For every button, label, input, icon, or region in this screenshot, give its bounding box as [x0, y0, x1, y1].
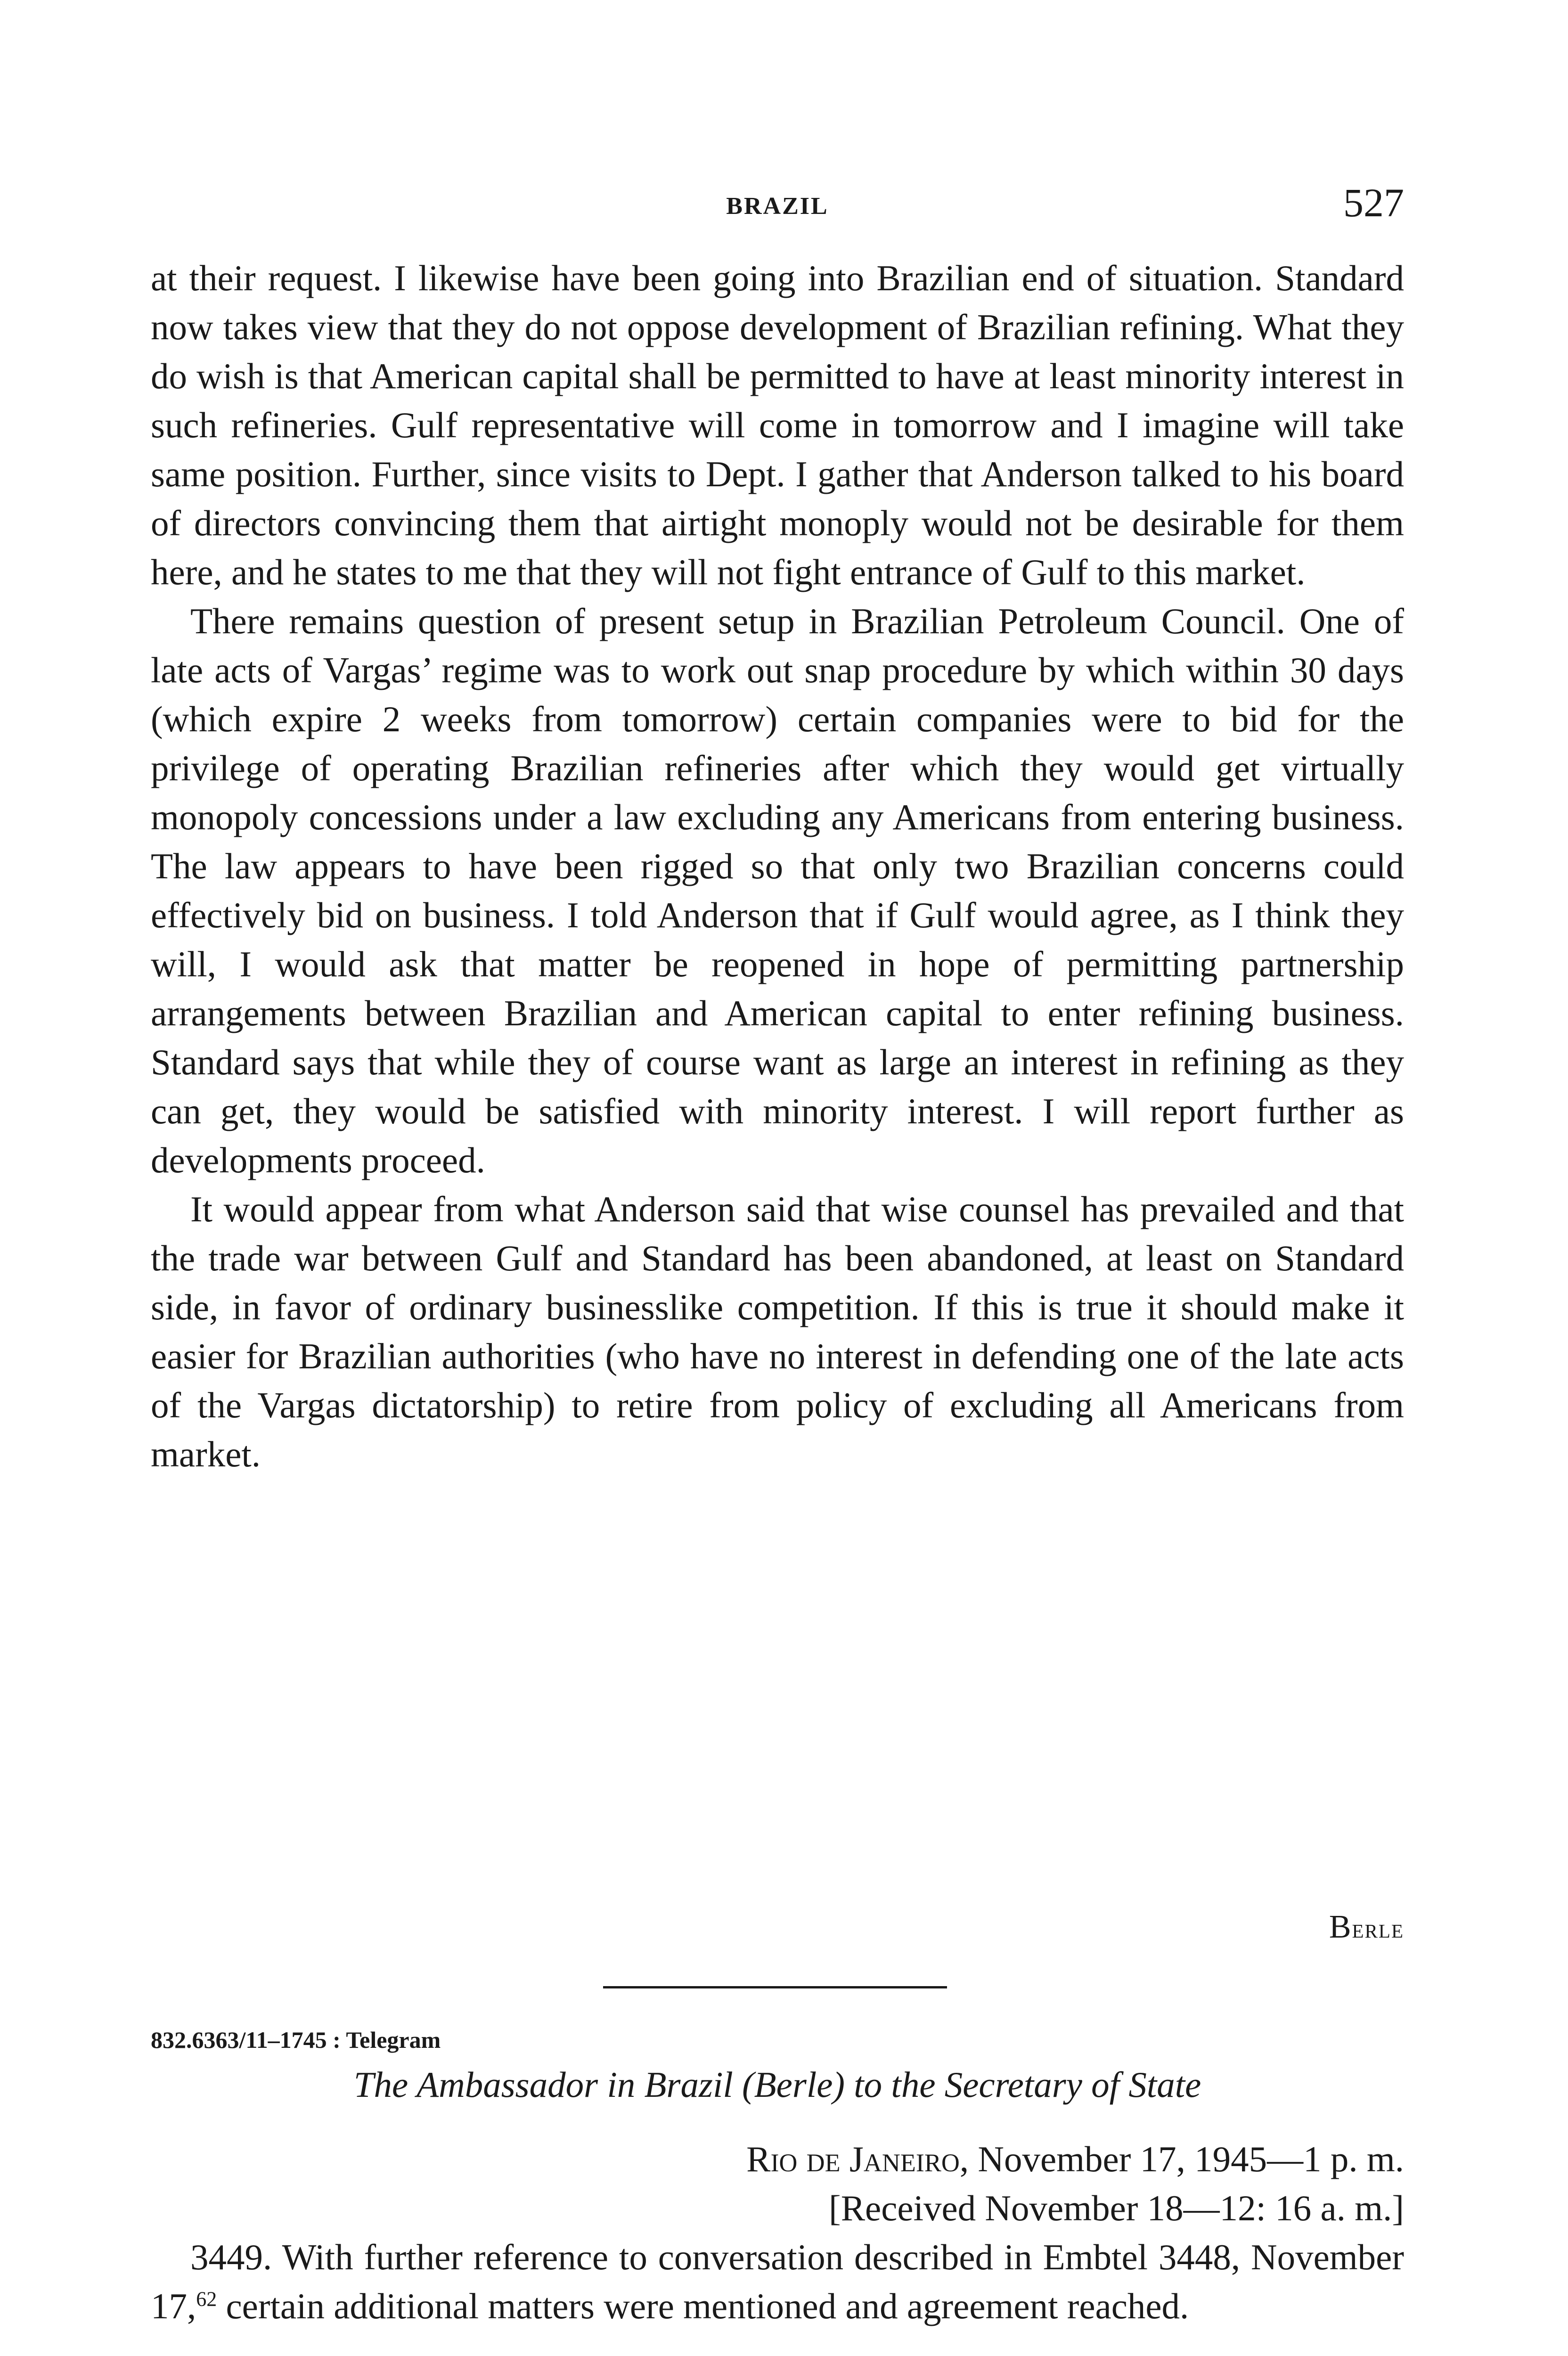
paragraph-continuation: at their request. I likewise have been going into Brazilian end of situation. Standard now takes view that they do not oppose development of Brazilian refining. What they do wish is that American capital shall be permitted to have at least minority interest in such refineries. Gulf representative will come in tomorrow and I imagine will take same position. Further, since visits to Dept. I gather that Anderson talked to his board of directors convincing them that airtight monoply would not be desirable for them here, and he states to me that they will not fight entrance of Gulf to this market. — [151, 258, 1404, 592]
telegram-text-after: certain additional matters were mentioned and agreement reached. — [217, 2286, 1189, 2326]
paragraph-petroleum-council: There remains question of present setup in Brazilian Petroleum Council. One of late acts of Vargas’ regime was to work out snap procedure by which within 30 days (which expire 2 weeks from tomorrow) certain companies were to bid for the privilege of operating Brazilian refineries after which they would get virtually monopoly concessions under a law excluding any Americans from entering business. The law appears to have been rigged so that only two Brazilian concerns could effectively bid on business. I told Anderson that if Gulf would agree, as I think they will, I would ask that matter be reopened in hope of permitting partnership arrangements between Brazilian and American capital to enter refining business. Standard says that while they of course want as large an interest in refining as they can get, they would be satisfied with minority interest. I will report further as developments proceed. — [151, 601, 1404, 1180]
dateline — [746, 2135, 1404, 2233]
telegram-paragraph — [151, 2233, 1404, 2331]
running-header — [151, 179, 1404, 226]
paragraph-conclusion: It would appear from what Anderson said that wise counsel has prevailed and that the trade war between Gulf and Standard has been abandoned, at least on Standard side, in favor of ordinary businesslike competition. If this is true it should make it easier for Brazilian authorities (who have no interest in defending one of the late acts of the Vargas dictatorship) to retire from policy of excluding all Americans from market. — [151, 1189, 1404, 1474]
body-text — [151, 254, 1404, 1479]
dateline-sent — [746, 2135, 1404, 2184]
signature-berle: Berle — [1329, 1909, 1404, 1945]
dateline-place: Rio de Janeiro, — [746, 2139, 969, 2179]
telegram-text — [151, 2233, 1404, 2331]
section-divider — [603, 1986, 947, 1988]
dateline-received: [Received November 18—12: 16 a. m.] — [829, 2188, 1404, 2228]
page-number: 527 — [1343, 180, 1404, 225]
telegram-text-before: 3449. With further reference to conversation described in Embtel 3448, November 17, — [151, 2237, 1404, 2326]
file-reference: 832.6363/11–1745 : Telegram — [151, 2027, 441, 2053]
dateline-date: November 17, 1945—1 p. m. — [969, 2139, 1404, 2179]
footnote-reference: 62 — [196, 2287, 217, 2311]
document-page — [151, 160, 1404, 2356]
running-title: BRAZIL — [726, 193, 829, 220]
document-title: The Ambassador in Brazil (Berle) to the Secretary of State — [353, 2064, 1201, 2105]
